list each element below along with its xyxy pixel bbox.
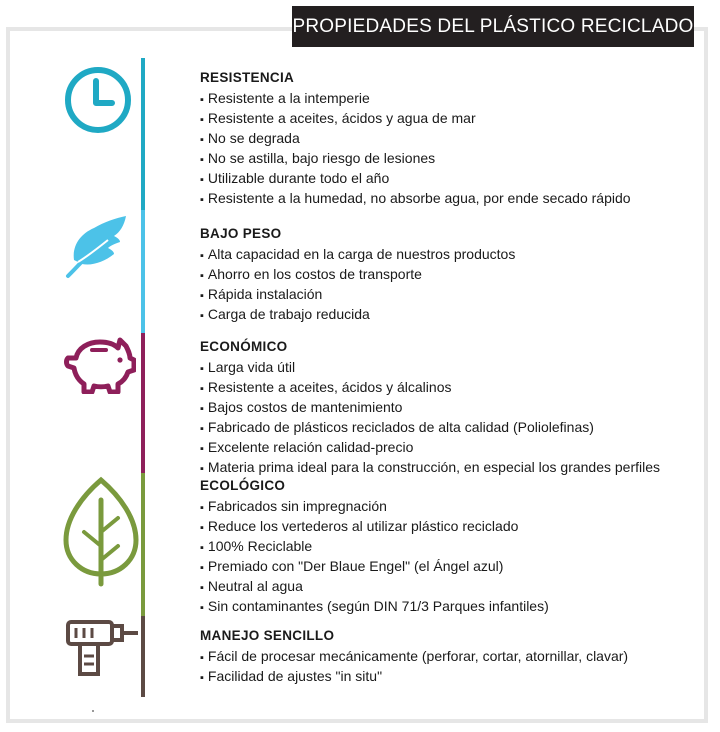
manejo-line: [141, 616, 145, 697]
list-item: ▪ Facilidad de ajustes "in situ": [200, 667, 700, 687]
list-item: ▪ Larga vida útil: [200, 358, 700, 378]
list-item: ▪ Fácil de procesar mecánicamente (perforar, cortar, atornillar, clavar): [200, 647, 700, 667]
list-item: ▪ Fabricados sin impregnación: [200, 497, 700, 517]
leaf-icon: [62, 476, 140, 588]
decorative-dot: [92, 710, 94, 712]
list-item: ▪ Rápida instalación: [200, 285, 700, 305]
list-item: ▪ Resistente a la humedad, no absorbe agua, por ende secado rápido: [200, 189, 700, 209]
drill-icon: [64, 618, 140, 680]
section-bajo-peso: [200, 226, 700, 325]
list-item: ▪ Utilizable durante todo el año: [200, 169, 700, 189]
list-item: ▪ Premiado con "Der Blaue Engel" (el Ángel azul): [200, 557, 700, 577]
feature-list: [200, 497, 700, 617]
list-item: ▪ Carga de trabajo reducida: [200, 305, 700, 325]
section-economico: [200, 339, 700, 478]
list-item: ▪ Resistente a la intemperie: [200, 89, 700, 109]
feather-icon: [64, 212, 134, 282]
section-heading: ECONÓMICO: [200, 339, 288, 354]
list-item: ▪ Neutral al agua: [200, 577, 700, 597]
list-item: ▪ Reduce los vertederos al utilizar plástico reciclado: [200, 517, 700, 537]
list-item: ▪ Alta capacidad en la carga de nuestros productos: [200, 245, 700, 265]
list-item: ▪ Resistente a aceites, ácidos y álcalinos: [200, 378, 700, 398]
section-heading: MANEJO SENCILLO: [200, 628, 335, 643]
feature-list: [200, 358, 700, 478]
section-ecologico: [200, 478, 700, 617]
economico-line: [141, 333, 145, 473]
feature-list: [200, 245, 700, 325]
list-item: ▪ Sin contaminantes (según DIN 71/3 Parques infantiles): [200, 597, 700, 617]
list-item: ▪ 100% Reciclable: [200, 537, 700, 557]
list-item: ▪ Resistente a aceites, ácidos y agua de mar: [200, 109, 700, 129]
section-heading: RESISTENCIA: [200, 70, 295, 85]
list-item: ▪ Excelente relación calidad-precio: [200, 438, 700, 458]
section-resistencia: [200, 70, 700, 209]
feature-list: [200, 647, 700, 687]
list-item: ▪ No se degrada: [200, 129, 700, 149]
bajo-peso-line: [141, 210, 145, 333]
ecologico-line: [141, 473, 145, 616]
page-title: PROPIEDADES DEL PLÁSTICO RECICLADO: [292, 6, 694, 47]
list-item: ▪ No se astilla, bajo riesgo de lesiones: [200, 149, 700, 169]
clock-icon: [62, 64, 134, 136]
list-item: ▪ Bajos costos de mantenimiento: [200, 398, 700, 418]
list-item: ▪ Ahorro en los costos de transporte: [200, 265, 700, 285]
section-heading: BAJO PESO: [200, 226, 282, 241]
section-manejo-sencillo: [200, 628, 700, 687]
resistencia-line: [141, 58, 145, 210]
list-item: ▪ Materia prima ideal para la construcción, en especial los grandes perfiles: [200, 458, 700, 478]
feature-list: [200, 89, 700, 209]
list-item: ▪ Fabricado de plásticos reciclados de alta calidad (Poliolefinas): [200, 418, 700, 438]
section-heading: ECOLÓGICO: [200, 478, 286, 493]
piggy-bank-icon: [62, 336, 136, 394]
